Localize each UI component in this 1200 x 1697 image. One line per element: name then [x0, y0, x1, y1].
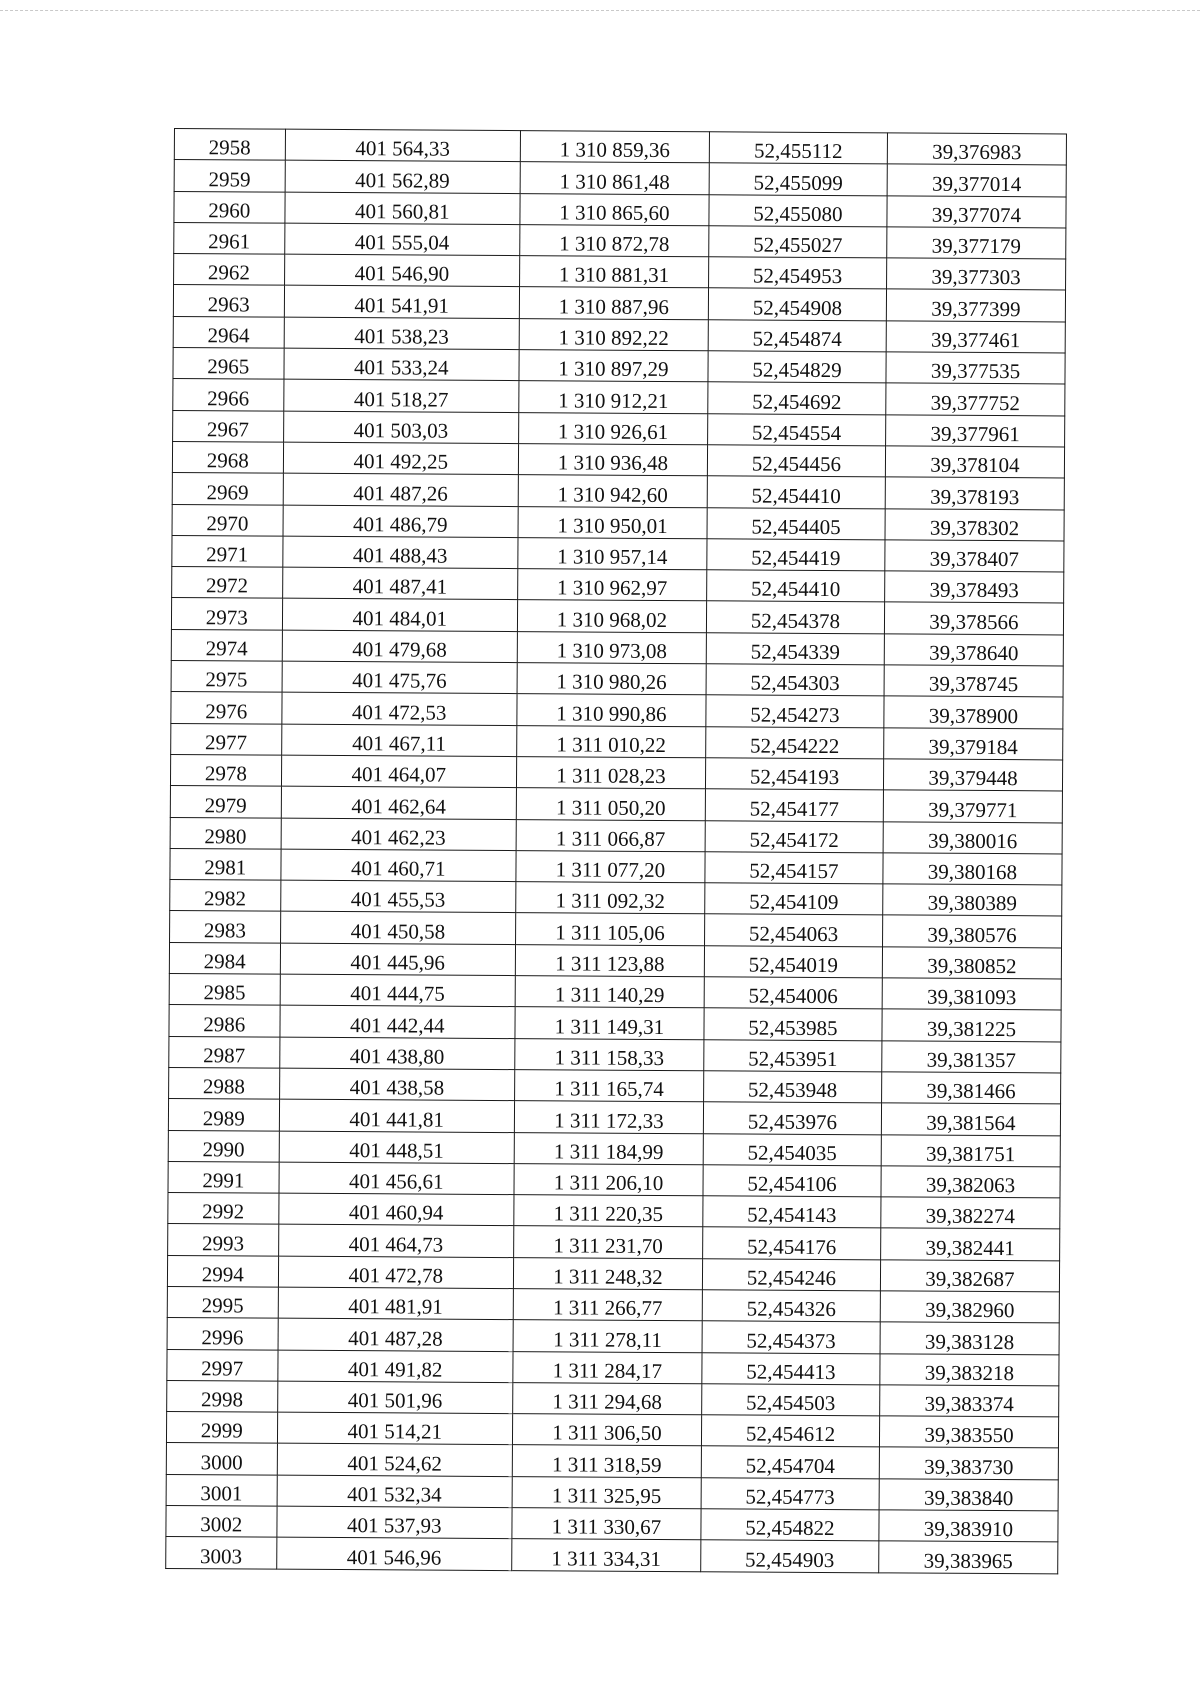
y-coordinate-cell: 1 310 990,86 [517, 694, 706, 726]
x-coordinate-cell: 401 441,81 [279, 1099, 514, 1132]
scan-top-edge [0, 10, 1200, 11]
longitude-cell: 39,383374 [880, 1385, 1059, 1417]
longitude-cell: 39,383910 [879, 1510, 1058, 1542]
point-number-cell: 2987 [169, 1036, 280, 1068]
longitude-cell: 39,377461 [886, 321, 1065, 353]
x-coordinate-cell: 401 438,80 [279, 1037, 514, 1070]
y-coordinate-cell: 1 310 881,31 [519, 256, 708, 288]
x-coordinate-cell: 401 487,26 [283, 473, 518, 506]
longitude-cell: 39,377303 [886, 258, 1065, 290]
y-coordinate-cell: 1 310 968,02 [517, 600, 706, 632]
x-coordinate-cell: 401 514,21 [277, 1412, 512, 1445]
latitude-cell: 52,454063 [704, 914, 882, 946]
longitude-cell: 39,377074 [887, 195, 1066, 227]
longitude-cell: 39,376983 [887, 133, 1066, 165]
x-coordinate-cell: 401 448,51 [279, 1131, 514, 1164]
x-coordinate-cell: 401 467,11 [281, 724, 516, 757]
y-coordinate-cell: 1 311 077,20 [516, 850, 705, 882]
point-number-cell: 2970 [172, 504, 283, 536]
longitude-cell: 39,381564 [881, 1103, 1060, 1135]
latitude-cell: 52,454829 [708, 351, 886, 383]
latitude-cell: 52,453948 [704, 1071, 882, 1103]
y-coordinate-cell: 1 311 278,11 [513, 1320, 702, 1352]
longitude-cell: 39,383128 [880, 1322, 1059, 1354]
longitude-cell: 39,383550 [879, 1416, 1058, 1448]
y-coordinate-cell: 1 311 066,87 [516, 819, 705, 851]
longitude-cell: 39,381225 [882, 1009, 1061, 1041]
longitude-cell: 39,378493 [885, 571, 1064, 603]
point-number-cell: 2972 [172, 567, 283, 599]
longitude-cell: 39,383730 [879, 1447, 1058, 1479]
latitude-cell: 52,454109 [705, 883, 883, 915]
longitude-cell: 39,379448 [883, 759, 1062, 791]
x-coordinate-cell: 401 445,96 [280, 943, 515, 976]
point-number-cell: 3003 [166, 1537, 277, 1569]
longitude-cell: 39,380168 [883, 853, 1062, 885]
latitude-cell: 52,454612 [701, 1415, 879, 1447]
point-number-cell: 2982 [170, 880, 281, 912]
latitude-cell: 52,454373 [702, 1321, 880, 1353]
x-coordinate-cell: 401 442,44 [280, 1005, 515, 1038]
latitude-cell: 52,454378 [706, 601, 884, 633]
latitude-cell: 52,455027 [709, 226, 887, 258]
x-coordinate-cell: 401 492,25 [283, 442, 518, 475]
x-coordinate-cell: 401 501,96 [277, 1381, 512, 1414]
x-coordinate-cell: 401 546,96 [276, 1538, 511, 1571]
longitude-cell: 39,378900 [884, 696, 1063, 728]
y-coordinate-cell: 1 311 140,29 [515, 976, 704, 1008]
x-coordinate-cell: 401 538,23 [284, 317, 519, 350]
x-coordinate-cell: 401 533,24 [284, 348, 519, 381]
longitude-cell: 39,380389 [883, 884, 1062, 916]
x-coordinate-cell: 401 562,89 [285, 160, 520, 193]
x-coordinate-cell: 401 475,76 [282, 661, 517, 694]
latitude-cell: 52,454456 [707, 445, 885, 477]
latitude-cell: 52,454874 [708, 320, 886, 352]
point-number-cell: 2988 [169, 1067, 280, 1099]
point-number-cell: 2989 [168, 1099, 279, 1131]
point-number-cell: 2958 [174, 129, 285, 161]
latitude-cell: 52,454177 [705, 789, 883, 821]
y-coordinate-cell: 1 311 284,17 [513, 1351, 702, 1383]
longitude-cell: 39,378302 [885, 508, 1064, 540]
x-coordinate-cell: 401 456,61 [279, 1162, 514, 1195]
latitude-cell: 52,454246 [702, 1258, 880, 1290]
x-coordinate-cell: 401 555,04 [284, 223, 519, 256]
x-coordinate-cell: 401 438,58 [279, 1068, 514, 1101]
latitude-cell: 52,454413 [702, 1352, 880, 1384]
point-number-cell: 2983 [170, 911, 281, 943]
x-coordinate-cell: 401 460,94 [278, 1193, 513, 1226]
y-coordinate-cell: 1 310 950,01 [518, 506, 707, 538]
longitude-cell: 39,378745 [884, 665, 1063, 697]
x-coordinate-cell: 401 479,68 [282, 630, 517, 663]
x-coordinate-cell: 401 488,43 [282, 536, 517, 569]
longitude-cell: 39,377535 [886, 352, 1065, 384]
point-number-cell: 2962 [174, 254, 285, 286]
longitude-cell: 39,378566 [884, 602, 1063, 634]
latitude-cell: 52,453985 [704, 1008, 882, 1040]
y-coordinate-cell: 1 310 897,29 [519, 350, 708, 382]
y-coordinate-cell: 1 310 942,60 [518, 475, 707, 507]
latitude-cell: 52,454106 [703, 1165, 881, 1197]
longitude-cell: 39,377961 [886, 415, 1065, 447]
y-coordinate-cell: 1 311 231,70 [514, 1226, 703, 1258]
latitude-cell: 52,454405 [707, 507, 885, 539]
point-number-cell: 2974 [171, 629, 282, 661]
point-number-cell: 2999 [166, 1412, 277, 1444]
point-number-cell: 2991 [168, 1161, 279, 1193]
x-coordinate-cell: 401 524,62 [277, 1444, 512, 1477]
x-coordinate-cell: 401 541,91 [284, 286, 519, 319]
y-coordinate-cell: 1 310 980,26 [517, 663, 706, 695]
longitude-cell: 39,377014 [887, 164, 1066, 196]
point-number-cell: 2969 [172, 473, 283, 505]
latitude-cell: 52,454419 [707, 539, 885, 571]
latitude-cell: 52,454006 [704, 977, 882, 1009]
x-coordinate-cell: 401 532,34 [277, 1475, 512, 1508]
longitude-cell: 39,381093 [882, 978, 1061, 1010]
y-coordinate-cell: 1 311 325,95 [512, 1476, 701, 1508]
latitude-cell: 52,454410 [707, 570, 885, 602]
point-number-cell: 2992 [168, 1193, 279, 1225]
x-coordinate-cell: 401 472,53 [281, 693, 516, 726]
longitude-cell: 39,378407 [885, 540, 1064, 572]
x-coordinate-cell: 401 464,07 [281, 755, 516, 788]
y-coordinate-cell: 1 310 861,48 [520, 162, 709, 194]
point-number-cell: 2996 [167, 1318, 278, 1350]
x-coordinate-cell: 401 537,93 [277, 1506, 512, 1539]
longitude-cell: 39,383218 [880, 1353, 1059, 1385]
latitude-cell: 52,454019 [704, 945, 882, 977]
x-coordinate-cell: 401 564,33 [285, 129, 520, 162]
latitude-cell: 52,454035 [703, 1133, 881, 1165]
longitude-cell: 39,382063 [881, 1166, 1060, 1198]
y-coordinate-cell: 1 310 957,14 [518, 537, 707, 569]
latitude-cell: 52,453976 [703, 1102, 881, 1134]
x-coordinate-cell: 401 481,91 [278, 1287, 513, 1320]
longitude-cell: 39,382960 [880, 1291, 1059, 1323]
latitude-cell: 52,454953 [708, 257, 886, 289]
y-coordinate-cell: 1 311 184,99 [514, 1132, 703, 1164]
x-coordinate-cell: 401 546,90 [284, 254, 519, 287]
latitude-cell: 52,454822 [701, 1509, 879, 1541]
point-number-cell: 2980 [170, 817, 281, 849]
latitude-cell: 52,454554 [708, 413, 886, 445]
y-coordinate-cell: 1 310 859,36 [520, 131, 709, 163]
longitude-cell: 39,377752 [886, 383, 1065, 415]
x-coordinate-cell: 401 462,23 [281, 818, 516, 851]
point-number-cell: 2985 [169, 974, 280, 1006]
point-number-cell: 2966 [173, 379, 284, 411]
latitude-cell: 52,454410 [707, 476, 885, 508]
y-coordinate-cell: 1 310 962,97 [518, 569, 707, 601]
y-coordinate-cell: 1 311 092,32 [516, 882, 705, 914]
point-number-cell: 2971 [172, 535, 283, 567]
longitude-cell: 39,380016 [883, 821, 1062, 853]
y-coordinate-cell: 1 310 912,21 [519, 381, 708, 413]
point-number-cell: 2976 [171, 692, 282, 724]
point-number-cell: 2963 [173, 285, 284, 317]
longitude-cell: 39,383840 [879, 1479, 1058, 1511]
y-coordinate-cell: 1 310 973,08 [517, 631, 706, 663]
point-number-cell: 3000 [166, 1443, 277, 1475]
longitude-cell: 39,382441 [881, 1228, 1060, 1260]
point-number-cell: 2964 [173, 316, 284, 348]
point-number-cell: 2993 [168, 1224, 279, 1256]
y-coordinate-cell: 1 311 149,31 [515, 1007, 704, 1039]
x-coordinate-cell: 401 487,41 [282, 567, 517, 600]
x-coordinate-cell: 401 464,73 [278, 1225, 513, 1258]
point-number-cell: 2978 [170, 754, 281, 786]
point-number-cell: 2975 [171, 661, 282, 693]
point-number-cell: 2965 [173, 348, 284, 380]
y-coordinate-cell: 1 311 334,31 [512, 1539, 701, 1571]
table-row [166, 1537, 1058, 1574]
latitude-cell: 52,455080 [709, 194, 887, 226]
y-coordinate-cell: 1 311 306,50 [512, 1414, 701, 1446]
y-coordinate-cell: 1 310 872,78 [520, 225, 709, 257]
y-coordinate-cell: 1 310 865,60 [520, 193, 709, 225]
latitude-cell: 52,454903 [701, 1540, 879, 1572]
point-number-cell: 2984 [169, 942, 280, 974]
x-coordinate-cell: 401 472,78 [278, 1256, 513, 1289]
y-coordinate-cell: 1 310 936,48 [518, 444, 707, 476]
latitude-cell: 52,454157 [705, 852, 883, 884]
y-coordinate-cell: 1 311 172,33 [514, 1101, 703, 1133]
latitude-cell: 52,454222 [706, 726, 884, 758]
longitude-cell: 39,381466 [882, 1072, 1061, 1104]
longitude-cell: 39,378104 [885, 446, 1064, 478]
point-number-cell: 2959 [174, 160, 285, 192]
y-coordinate-cell: 1 311 105,06 [515, 913, 704, 945]
y-coordinate-cell: 1 311 294,68 [513, 1382, 702, 1414]
point-number-cell: 2968 [172, 441, 283, 473]
y-coordinate-cell: 1 311 330,67 [512, 1508, 701, 1540]
y-coordinate-cell: 1 311 165,74 [514, 1070, 703, 1102]
latitude-cell: 52,454303 [706, 664, 884, 696]
latitude-cell: 52,454704 [701, 1446, 879, 1478]
latitude-cell: 52,453951 [704, 1039, 882, 1071]
longitude-cell: 39,379771 [883, 790, 1062, 822]
x-coordinate-cell: 401 487,28 [278, 1318, 513, 1351]
longitude-cell: 39,377399 [886, 289, 1065, 321]
y-coordinate-cell: 1 310 887,96 [519, 287, 708, 319]
x-coordinate-cell: 401 560,81 [285, 192, 520, 225]
point-number-cell: 3002 [166, 1506, 277, 1538]
latitude-cell: 52,454908 [708, 288, 886, 320]
coordinates-table [165, 128, 1067, 1574]
x-coordinate-cell: 401 503,03 [283, 411, 518, 444]
longitude-cell: 39,382687 [880, 1260, 1059, 1292]
y-coordinate-cell: 1 311 266,77 [513, 1289, 702, 1321]
point-number-cell: 2994 [167, 1255, 278, 1287]
latitude-cell: 52,454773 [701, 1478, 879, 1510]
y-coordinate-cell: 1 310 892,22 [519, 318, 708, 350]
point-number-cell: 3001 [166, 1474, 277, 1506]
coordinates-table-body [166, 129, 1067, 1574]
point-number-cell: 2981 [170, 848, 281, 880]
latitude-cell: 52,454273 [706, 695, 884, 727]
x-coordinate-cell: 401 486,79 [283, 505, 518, 538]
point-number-cell: 2960 [174, 191, 285, 223]
longitude-cell: 39,382274 [881, 1197, 1060, 1229]
y-coordinate-cell: 1 311 318,59 [512, 1445, 701, 1477]
latitude-cell: 52,455099 [709, 163, 887, 195]
x-coordinate-cell: 401 518,27 [283, 380, 518, 413]
latitude-cell: 52,454503 [702, 1384, 880, 1416]
latitude-cell: 52,454172 [705, 820, 883, 852]
longitude-cell: 39,381751 [881, 1134, 1060, 1166]
longitude-cell: 39,378193 [885, 477, 1064, 509]
latitude-cell: 52,454143 [703, 1196, 881, 1228]
latitude-cell: 52,455112 [709, 132, 887, 164]
longitude-cell: 39,381357 [882, 1040, 1061, 1072]
latitude-cell: 52,454339 [706, 633, 884, 665]
x-coordinate-cell: 401 450,58 [280, 912, 515, 945]
point-number-cell: 2973 [171, 598, 282, 630]
y-coordinate-cell: 1 310 926,61 [519, 412, 708, 444]
longitude-cell: 39,383965 [879, 1541, 1058, 1573]
point-number-cell: 2990 [168, 1130, 279, 1162]
x-coordinate-cell: 401 462,64 [281, 786, 516, 819]
longitude-cell: 39,377179 [887, 227, 1066, 259]
point-number-cell: 2961 [174, 222, 285, 254]
point-number-cell: 2986 [169, 1005, 280, 1037]
x-coordinate-cell: 401 491,82 [277, 1350, 512, 1383]
point-number-cell: 2995 [167, 1286, 278, 1318]
longitude-cell: 39,380852 [882, 947, 1061, 979]
latitude-cell: 52,454692 [708, 382, 886, 414]
y-coordinate-cell: 1 311 206,10 [514, 1163, 703, 1195]
y-coordinate-cell: 1 311 220,35 [514, 1195, 703, 1227]
longitude-cell: 39,380576 [882, 915, 1061, 947]
point-number-cell: 2979 [170, 786, 281, 818]
y-coordinate-cell: 1 311 248,32 [513, 1257, 702, 1289]
x-coordinate-cell: 401 484,01 [282, 599, 517, 632]
latitude-cell: 52,454193 [705, 758, 883, 790]
x-coordinate-cell: 401 460,71 [281, 849, 516, 882]
point-number-cell: 2997 [167, 1349, 278, 1381]
latitude-cell: 52,454326 [702, 1290, 880, 1322]
x-coordinate-cell: 401 444,75 [280, 974, 515, 1007]
y-coordinate-cell: 1 311 123,88 [515, 944, 704, 976]
point-number-cell: 2998 [167, 1380, 278, 1412]
point-number-cell: 2967 [173, 410, 284, 442]
y-coordinate-cell: 1 311 050,20 [516, 788, 705, 820]
longitude-cell: 39,378640 [884, 634, 1063, 666]
latitude-cell: 52,454176 [703, 1227, 881, 1259]
y-coordinate-cell: 1 311 010,22 [517, 725, 706, 757]
y-coordinate-cell: 1 311 158,33 [515, 1038, 704, 1070]
y-coordinate-cell: 1 311 028,23 [516, 757, 705, 789]
longitude-cell: 39,379184 [884, 727, 1063, 759]
x-coordinate-cell: 401 455,53 [280, 880, 515, 913]
point-number-cell: 2977 [171, 723, 282, 755]
